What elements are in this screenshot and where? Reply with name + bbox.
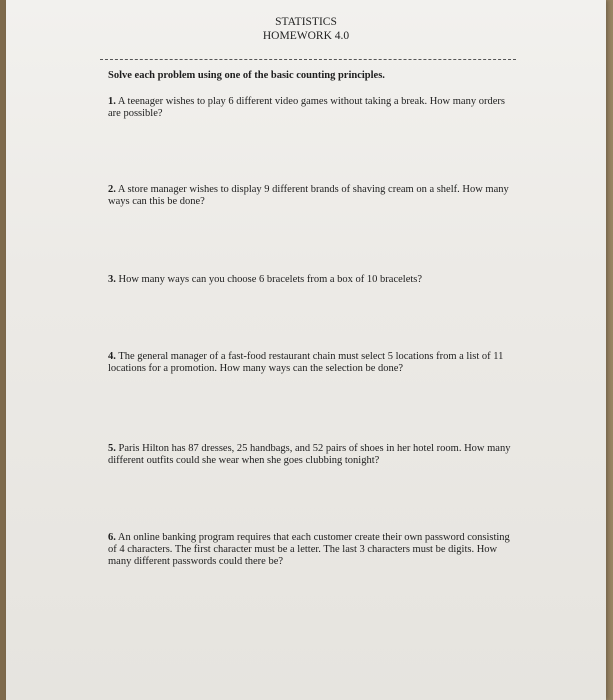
problem-4 <box>108 351 518 375</box>
problem-6 <box>108 532 518 568</box>
problem-text: An online banking program requires that each customer create their own password consisting of 4 characters. The first character must be a letter. The last 3 characters must be digits. How many different passwords could there be? <box>108 532 510 567</box>
document-subtitle: HOMEWORK 4.0 <box>262 30 350 42</box>
problem-number: 4. <box>108 351 116 362</box>
instructions: Solve each problem using one of the basic counting principles. <box>108 70 385 81</box>
problem-1 <box>108 96 518 120</box>
problem-number: 5. <box>108 443 116 454</box>
problem-number: 1. <box>108 96 116 107</box>
problem-number: 2. <box>108 184 116 195</box>
problem-text: The general manager of a fast-food restaurant chain must select 5 locations from a list of 11 locations for a promotion. How many ways can the selection be done? <box>108 351 504 374</box>
problem-text: How many ways can you choose 6 bracelets from a box of 10 bracelets? <box>118 274 423 285</box>
problem-number: 6. <box>108 532 116 543</box>
problem-text: A store manager wishes to display 9 different brands of shaving cream on a shelf. How many ways can this be done? <box>108 184 509 207</box>
problem-3 <box>108 274 518 286</box>
problem-text: A teenager wishes to play 6 different video games without taking a break. How many orders are possible? <box>108 96 505 119</box>
problem-2 <box>108 184 518 208</box>
homework-sheet <box>6 0 606 700</box>
dashed-divider <box>100 59 516 60</box>
problem-text: Paris Hilton has 87 dresses, 25 handbags, and 52 pairs of shoes in her hotel room. How many different outfits could she wear when she goes clubbing tonight? <box>108 443 511 466</box>
problem-5 <box>108 443 518 467</box>
document-title: STATISTICS <box>275 16 337 28</box>
problem-number: 3. <box>108 274 116 285</box>
